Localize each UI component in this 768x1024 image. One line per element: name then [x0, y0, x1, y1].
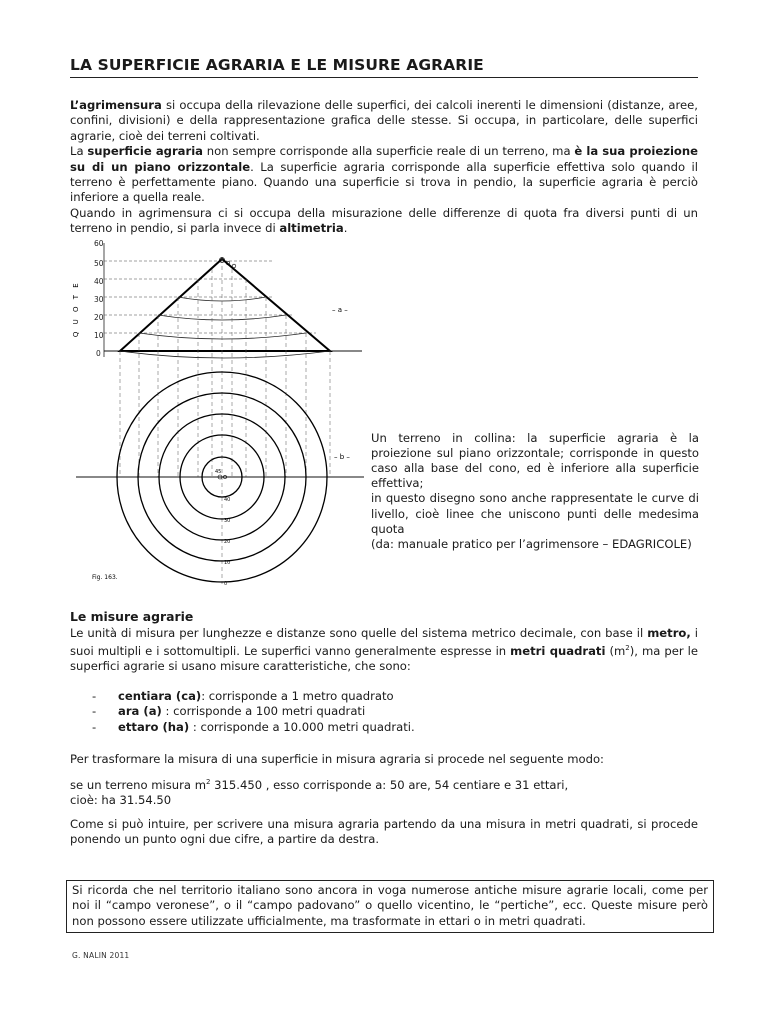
document-page — [70, 56, 698, 847]
note-box: Si ricorda che nel territorio italiano sono ancora in voga numerose antiche misure agrarie locali, come per noi il “campo veronese”, o il “campo padovano” o quello vicentino, le “pertiche”, ecc. Queste misure però non possono essere utilizzate ufficialmente, ma trasformate in ettari o in metri quadrati. — [66, 880, 714, 933]
label-a: – a – — [332, 305, 348, 314]
cone-contour-figure — [72, 239, 368, 595]
figure-number: Fig. 163. — [92, 573, 118, 581]
contour-label-40: 40 — [224, 496, 231, 503]
page-title: LA SUPERFICIE AGRARIA E LE MISURE AGRARIE — [70, 56, 698, 78]
contour-label-30: 30 — [224, 517, 231, 524]
term-superficie-agraria: superficie agraria — [87, 144, 204, 159]
tick-50: 50 — [94, 258, 104, 268]
peak-label: 45 — [215, 468, 222, 475]
tick-0: 0 — [96, 348, 101, 358]
intro-paragraph-agrimensura: L’agrimensura si occupa della rilevazione delle superfici, dei calcoli inerenti le dimensioni (distanze, aree, confini, divisioni) e della rappresentazione grafica delle stesse. Si occupa, in particolare, delle superfici agrarie, cioè dei terreni coltivati. — [70, 98, 698, 143]
figure-row — [70, 239, 698, 599]
label-b: – b – — [334, 452, 350, 461]
conversion-example: se un terreno misura $m^2$ 315.450 , esso corrisponde a: 50 are, 54 centiare e 31 ettari, cioè: ha 31.54.50 — [70, 777, 569, 808]
figure-caption — [371, 431, 699, 553]
intro-paragraph-superficie: La superficie agraria non sempre corrisponde alla superficie reale di un terreno, ma è la sua proiezione su di un piano orizzontale. La superficie agraria corrisponde alla superficie effettiva solo quando il terreno è perfettamente piano. Quando una superficie si trova in pendio, la superficie agraria è perciò inferiore a quella reale. — [70, 144, 699, 205]
tick-40: 40 — [94, 276, 104, 286]
conversion-intro: Per trasformare la misura di una superficie in misura agraria si procede nel seguente modo: — [70, 751, 604, 766]
footer-author: G. NALIN 2011 — [72, 951, 130, 960]
list-item: - centiara (ca): corrisponde a 1 metro quadrato — [70, 689, 698, 705]
term-metro: metro, — [647, 625, 691, 640]
contour-label-20: 20 — [224, 538, 231, 545]
conversion-rule: Come si può intuire, per scrivere una misura agraria partendo da una misura in metri quadrati, si procede ponendo un punto ogni due cifre, a partire da destra. — [70, 816, 698, 846]
definition-proiezione: è la sua proiezione su di un piano orizzontale — [70, 144, 699, 174]
caption-line-1: Un terreno in collina: la superficie agraria è la proiezione sul piano orizzontale; corrisponde in questo caso alla base del cono, ed è inferiore alla superficie effettiva; — [371, 430, 699, 491]
axis-label-quote: Q U O T E — [72, 280, 80, 337]
caption-line-2: in questo disegno sono anche rappresentate le curve di livello, cioè linee che uniscono punti delle medesima quota — [371, 491, 699, 536]
term-metri-quadrati: metri quadrati — [510, 643, 606, 658]
contour-label-0: 0 — [224, 580, 228, 587]
misure-paragraph: Le unità di misura per lunghezze e distanze sono quelle del sistema metrico decimale, con base il metro, i suoi multipli e i sottomultipli. Le superfici vanno generalmente espresse in metri quadrati $(m^2)$, ma per le superfici agrarie si usano misure caratteristiche, che sono: — [70, 625, 698, 674]
tick-60: 60 — [94, 238, 104, 248]
section-heading-misure: Le misure agrarie — [70, 608, 194, 624]
agrarian-units-list — [70, 689, 698, 736]
term-altimetria: altimetria — [279, 221, 344, 236]
tick-30: 30 — [94, 294, 104, 304]
contour-label-10: 10 — [224, 559, 231, 566]
caption-source: (da: manuale pratico per l’agrimensore – EDAGRICOLE) — [371, 537, 692, 552]
term-agrimensura: L’agrimensura — [70, 98, 162, 112]
list-item: - ara (a) : corrisponde a 100 metri quadrati — [70, 704, 698, 720]
list-item: - ettaro (ha) : corrisponde a 10.000 metri quadrati. — [70, 720, 698, 736]
intro-paragraph-altimetria: Quando in agrimensura ci si occupa della misurazione delle differenze di quota fra diversi punti di un terreno in pendio, si parla invece di altimetria. — [70, 205, 698, 236]
tick-20: 20 — [94, 312, 104, 322]
tick-10: 10 — [94, 330, 104, 340]
